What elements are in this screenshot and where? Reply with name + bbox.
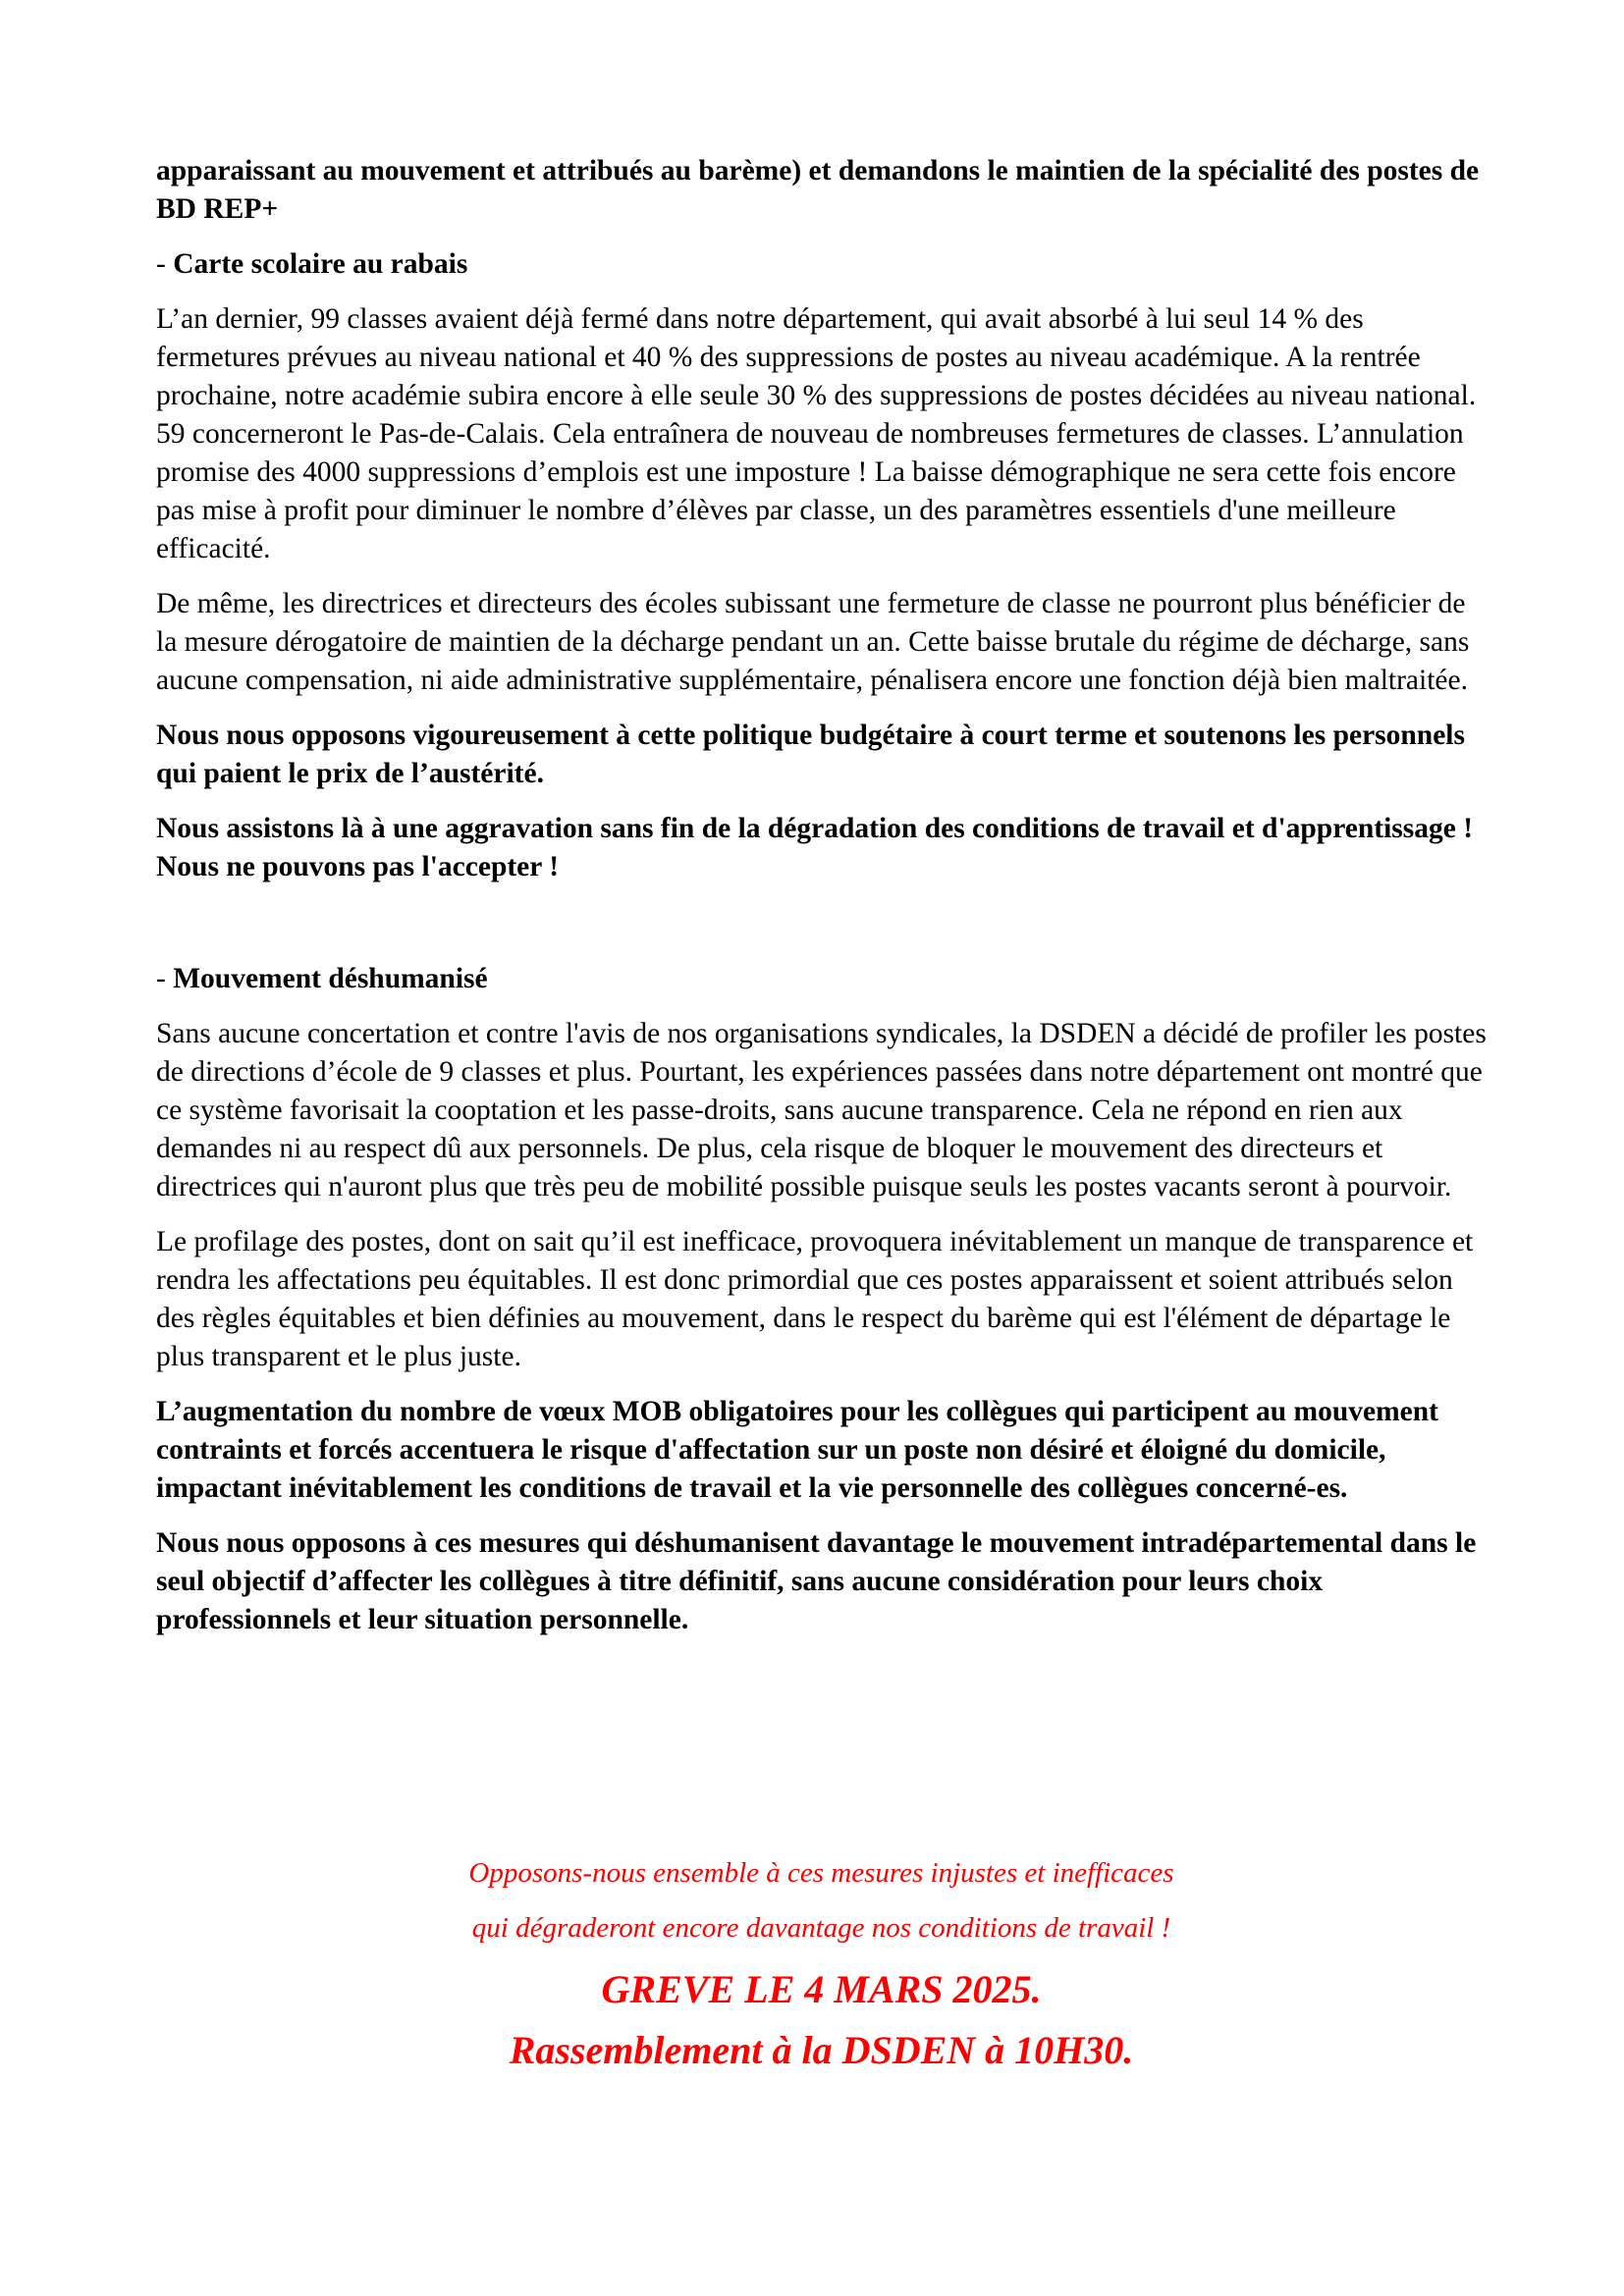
closing-call-to-action [156, 1845, 1487, 2081]
carte-scolaire-paragraph-1: L’an dernier, 99 classes avaient déjà fermé dans notre département, qui avait absorbé à lui seul 14 % des fermetures prévues au niveau national et 40 % des suppressions de postes au niveau académique. A la rentrée prochaine, notre académie subira encore à elle seule 30 % des suppressions de postes décidées au niveau national. 59 concerneront le Pas-de-Calais. Cela entraînera de nouveau de nombreuses fermetures de classes. L’annulation promise des 4000 suppressions d’emplois est une imposture ! La baisse démographique ne sera cette fois encore pas mise à profit pour diminuer le nombre d’élèves par classe, un des paramètres essentiels d'une meilleure efficacité. [156, 303, 1477, 564]
closing-line-2: qui dégraderont encore davantage nos conditions de travail ! [471, 1912, 1171, 1944]
mouvement-paragraph-2: Le profilage des postes, dont on sait qu’il est inefficace, provoquera inévitablement un manque de transparence et rendra les affectations peu équitables. Il est donc primordial que ces postes apparaissent et soient attribués selon des règles équitables et bien définies au mouvement, dans le respect du barème qui est l'élément de départage le plus transparent et le plus juste. [156, 1226, 1474, 1372]
section-spacer [156, 903, 1487, 960]
section-heading-carte-scolaire [156, 245, 1487, 284]
section-heading-mouvement [156, 960, 1487, 998]
heading-text: Mouvement déshumanisé [173, 963, 488, 994]
heading-text: Carte scolaire au rabais [173, 248, 468, 280]
heading-dash: - [156, 963, 174, 994]
strike-announcement: GREVE LE 4 MARS 2025. [601, 1967, 1042, 2011]
mouvement-paragraph-1: Sans aucune concertation et contre l'avis de nos organisations syndicales, la DSDEN a décidé de profiler les postes de directions d’école de 9 classes et plus. Pourtant, les expériences passées dans notre département ont montré que ce système favorisait la cooptation et les passe-droits, sans aucune transparence. Cela ne répond en rien aux demandes ni au respect dû aux personnels. De plus, cela risque de bloquer le mouvement des directeurs et directrices qui n'auront plus que très peu de mobilité possible puisque seuls les postes vacants seront à pourvoir. [156, 1018, 1487, 1202]
rally-announcement: Rassemblement à la DSDEN à 10H30. [509, 2028, 1134, 2072]
closing-line-1: Opposons-nous ensemble à ces mesures injustes et inefficaces [468, 1857, 1174, 1889]
carte-scolaire-paragraph-2: De même, les directrices et directeurs des écoles subissant une fermeture de classe ne pourront plus bénéficier de la mesure dérogatoire de maintien de la décharge pendant un an. Cette baisse brutale du régime de décharge, sans aucune compensation, ni aide administrative supplémentaire, pénalisera encore une fonction déjà bien maltraitée. [156, 588, 1470, 696]
carte-scolaire-statement-1: Nous nous opposons vigoureusement à cette politique budgétaire à court terme et soutenons les personnels qui paient le prix de l’austérité. [156, 720, 1465, 789]
mouvement-statement-2: Nous nous opposons à ces mesures qui déshumanisent davantage le mouvement intradépartemental dans le seul objectif d’affecter les collègues à titre définitif, sans aucune considération pour leurs choix professionnels et leur situation personnelle. [156, 1527, 1477, 1635]
heading-dash: - [156, 248, 174, 280]
intro-continuation: apparaissant au mouvement et attribués au barème) et demandons le maintien de la spécialité des postes de BD REP+ [156, 155, 1480, 225]
mouvement-statement-1: L’augmentation du nombre de vœux MOB obligatoires pour les collègues qui participent au mouvement contraints et forcés accentuera le risque d'affectation sur un poste non désiré et éloigné du domicile, impactant inévitablement les conditions de travail et la vie personnelle des collègues concerné-es. [156, 1396, 1439, 1504]
document-body [156, 152, 1487, 1656]
carte-scolaire-statement-2: Nous assistons là à une aggravation sans fin de la dégradation des conditions de travail et d'apprentissage ! Nous ne pouvons pas l'accepter ! [156, 813, 1474, 882]
